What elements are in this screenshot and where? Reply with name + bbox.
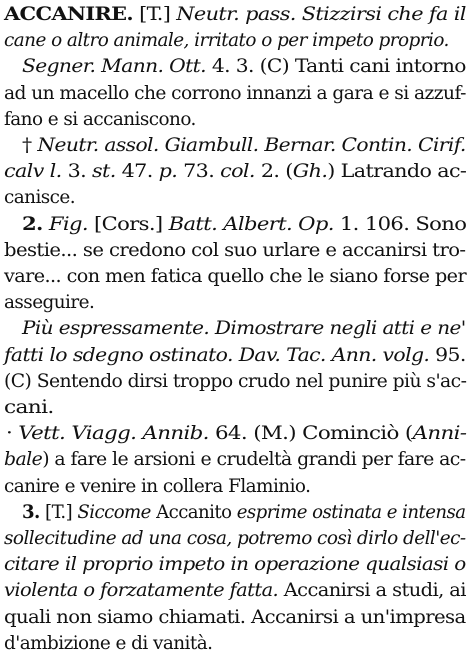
text-span: quali non siamo chiamati. Accanirsi a un'impresa — [4, 606, 466, 628]
text-line — [22, 212, 466, 238]
text-line — [4, 395, 54, 421]
text-line — [4, 264, 466, 290]
italic-text: bale — [4, 449, 43, 471]
italic-text: Segner. Mann. Ott. — [22, 56, 207, 78]
text-span: [T.] — [133, 4, 177, 25]
text-span: canire e venire in collera Flaminio. — [4, 475, 311, 497]
text-span: 1. 106. Sono — [333, 213, 467, 235]
text-line — [4, 28, 449, 54]
italic-text: Fig. — [48, 213, 88, 235]
text-span: Accanirsi a studi, ai — [278, 580, 466, 602]
text-span: cani. — [4, 397, 54, 418]
italic-text: st. — [92, 161, 116, 183]
text-span: vare... con men fatica quello che le siano forse per — [4, 266, 467, 287]
italic-text: Più espressamente. Dimostrare negli atti e ne' — [22, 318, 466, 340]
text-line — [4, 81, 466, 107]
text-span: · — [6, 423, 19, 445]
text-span: 2. ( — [254, 161, 293, 183]
italic-text: sollecitudine ad una cosa, potremo così dirlo dell'ec- — [4, 528, 466, 549]
text-line — [4, 578, 466, 604]
text-span: [Cors.] — [87, 213, 169, 235]
italic-text: col. — [220, 161, 255, 183]
text-line — [22, 54, 466, 80]
text-line — [4, 631, 212, 657]
text-span: 4. 3. (C) Tanti cani intorno — [206, 56, 466, 78]
text-line — [4, 369, 466, 395]
text-line — [4, 107, 196, 133]
bold-text: 3. — [22, 501, 40, 523]
italic-text: Vett. Viagg. Annib. — [18, 423, 209, 445]
bold-text: 2. — [22, 213, 43, 235]
text-span: (C) Sentendo dirsi troppo crudo nel punire più s'ac- — [4, 370, 467, 392]
text-line — [4, 605, 466, 631]
text-span: d'ambizione e di vanità. — [4, 632, 213, 654]
text-line — [4, 238, 465, 264]
text-span: [T.] — [39, 501, 78, 523]
italic-text: Siccome — [77, 501, 151, 523]
italic-text: Batt. Albert. Op. — [168, 213, 334, 235]
italic-text: Anni- — [412, 423, 467, 445]
text-span: ) a fare le arsioni e crudeltà grandi per fare ac- — [42, 449, 466, 471]
text-line — [6, 421, 466, 447]
text-line — [4, 2, 466, 28]
text-span: bestie... se credono col suo urlare e accanirsi tro- — [4, 239, 466, 261]
text-span: asseguire. — [4, 292, 95, 314]
italic-text: calv l. — [4, 161, 62, 183]
italic-text: Gh. — [292, 161, 328, 183]
text-span: † — [22, 135, 38, 156]
text-line — [22, 133, 466, 159]
text-line — [4, 552, 466, 578]
text-span: ad un macello che corrono innanzi a gara e si azzuf- — [4, 82, 466, 104]
text-span: 95. — [429, 344, 466, 366]
text-line — [22, 500, 466, 526]
text-line — [4, 526, 466, 552]
italic-text: Neutr. pass. Stizzirsi che fa il — [176, 4, 466, 25]
text-line — [4, 474, 310, 500]
text-span: 47. — [115, 161, 159, 183]
text-span: 73. — [177, 161, 221, 183]
italic-text: fatti lo sdegno ostinato. Dav. Tac. Ann. volg. — [4, 344, 430, 366]
text-line — [22, 316, 466, 342]
text-span: 3. — [61, 161, 93, 183]
text-span: Accanito — [150, 501, 237, 523]
text-line — [4, 159, 466, 185]
text-span: 64. (M.) Cominciò ( — [208, 423, 413, 445]
bold-text: ACCANIRE. — [4, 4, 134, 25]
text-span: canisce. — [4, 187, 76, 209]
text-line — [4, 447, 466, 473]
text-line — [4, 343, 466, 369]
text-span: ) Latrando ac- — [327, 161, 467, 183]
italic-text: violenta o forzatamente fatta. — [4, 580, 279, 602]
text-line — [4, 290, 94, 316]
italic-text: p. — [158, 161, 178, 183]
italic-text: Neutr. assol. Giambull. Bernar. Contin. Cirif. — [37, 135, 466, 156]
text-span: fano e si accaniscono. — [4, 108, 196, 130]
text-line — [4, 185, 75, 211]
italic-text: esprime ostinata e intensa — [236, 501, 466, 523]
italic-text: citare il proprio impeto in operazione qualsiasi o — [4, 554, 466, 576]
italic-text: cane o altro animale, irritato o per impeto proprio. — [4, 30, 449, 52]
